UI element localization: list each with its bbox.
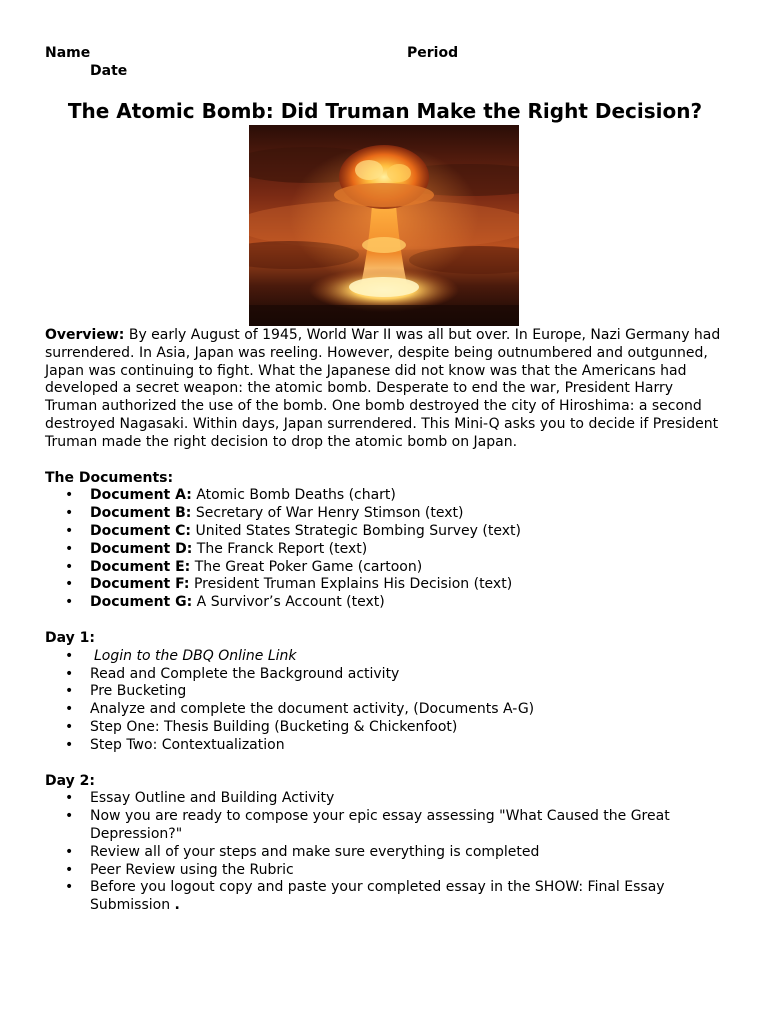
bullet-icon: •	[65, 505, 74, 522]
list-item	[45, 737, 725, 755]
bullet-icon: •	[65, 683, 74, 700]
bullet-icon: •	[65, 736, 74, 753]
period-label: Period	[407, 45, 459, 61]
documents-list	[45, 487, 725, 612]
list-item	[45, 808, 725, 844]
name-label: Name	[45, 45, 91, 61]
overview-label: Overview:	[45, 327, 125, 343]
bullet-icon: •	[65, 879, 74, 896]
day2-heading: Day 2:	[45, 772, 95, 789]
mushroom-cloud-photo	[249, 125, 519, 326]
list-item	[45, 879, 725, 915]
overview-paragraph	[45, 327, 725, 452]
bullet-icon: •	[65, 487, 74, 504]
task-text: Step One: Thesis Building (Bucketing & Chickenfoot)	[90, 718, 458, 735]
task-text: Peer Review using the Rubric	[90, 861, 294, 878]
bullet-icon: •	[65, 718, 74, 735]
bullet-icon: •	[65, 843, 74, 860]
header-row	[45, 45, 725, 63]
task-text: Review all of your steps and make sure everything is completed	[90, 843, 540, 860]
document-desc: A Survivor’s Account (text)	[196, 594, 385, 611]
bullet-icon: •	[65, 594, 74, 611]
task-text: Pre Bucketing	[90, 683, 187, 700]
document-name: Document B:	[90, 505, 192, 522]
list-item	[45, 862, 725, 880]
document-desc: Atomic Bomb Deaths (chart)	[196, 487, 396, 504]
list-item	[45, 844, 725, 862]
bullet-icon: •	[65, 576, 74, 593]
document-name: Document D:	[90, 540, 193, 557]
overview-text: By early August of 1945, World War II was all but over. In Europe, Nazi Germany had surrendered. In Asia, Japan was reeling. However, despite being outnumbered and outgunned, Japan was continuing to fight. What the Japanese did not know was that the Americans had developed a secret weapon: the atomic bomb. Desperate to end the war, President Harry Truman authorized the use of the bomb. One bomb destroyed the city of Hiroshima: a second destroyed Nagasaki. Within days, Japan surrendered. This Mini-Q asks you to decide if President Truman made the right decision to drop the atomic bomb on Japan.	[45, 327, 721, 450]
explosion-image	[249, 125, 519, 326]
bullet-icon: •	[65, 558, 74, 575]
document-desc: The Great Poker Game (cartoon)	[194, 558, 423, 575]
bullet-icon: •	[65, 647, 74, 664]
document-page	[45, 45, 725, 915]
list-item	[45, 559, 725, 577]
bullet-icon: •	[65, 861, 74, 878]
day1-list	[45, 648, 725, 755]
list-item	[45, 790, 725, 808]
bullet-icon: •	[65, 790, 74, 807]
bullet-icon: •	[65, 665, 74, 682]
day2-list	[45, 790, 725, 915]
list-item	[45, 505, 725, 523]
task-text: Read and Complete the Background activity	[90, 665, 400, 682]
task-text: Step Two: Contextualization	[90, 736, 285, 753]
list-item	[45, 666, 725, 684]
bullet-icon: •	[65, 701, 74, 718]
document-desc: Secretary of War Henry Stimson (text)	[195, 505, 464, 522]
list-item	[45, 594, 725, 612]
document-name: Document F:	[90, 576, 190, 593]
task-text: Essay Outline and Building Activity	[90, 790, 335, 807]
dbq-online-link[interactable]: Login to the DBQ Online Link	[94, 647, 297, 664]
list-item	[45, 541, 725, 559]
list-item	[45, 487, 725, 505]
document-desc: President Truman Explains His Decision (text)	[193, 576, 513, 593]
bullet-icon: •	[65, 522, 74, 539]
day1-heading: Day 1:	[45, 629, 95, 646]
trailing-period: .	[174, 897, 180, 914]
task-text: Before you logout copy and paste your completed essay in the SHOW: Final Essay Submission	[90, 879, 665, 914]
document-desc: The Franck Report (text)	[196, 540, 368, 557]
list-item[interactable]	[45, 648, 725, 666]
task-text: Analyze and complete the document activity, (Documents A-G)	[90, 701, 535, 718]
list-item	[45, 683, 725, 701]
bullet-icon: •	[65, 808, 74, 825]
document-name: Document E:	[90, 558, 191, 575]
bullet-icon: •	[65, 540, 74, 557]
date-label: Date	[90, 63, 128, 79]
document-name: Document C:	[90, 522, 191, 539]
document-name: Document A:	[90, 487, 192, 504]
documents-heading: The Documents:	[45, 469, 174, 486]
list-item	[45, 576, 725, 594]
list-item	[45, 719, 725, 737]
list-item	[45, 523, 725, 541]
document-name: Document G:	[90, 594, 193, 611]
page-title: The Atomic Bomb: Did Truman Make the Right Decision?	[67, 99, 703, 123]
document-desc: United States Strategic Bombing Survey (text)	[195, 522, 521, 539]
task-text: Now you are ready to compose your epic essay assessing "What Caused the Great Depression?"	[90, 808, 670, 842]
list-item	[45, 701, 725, 719]
